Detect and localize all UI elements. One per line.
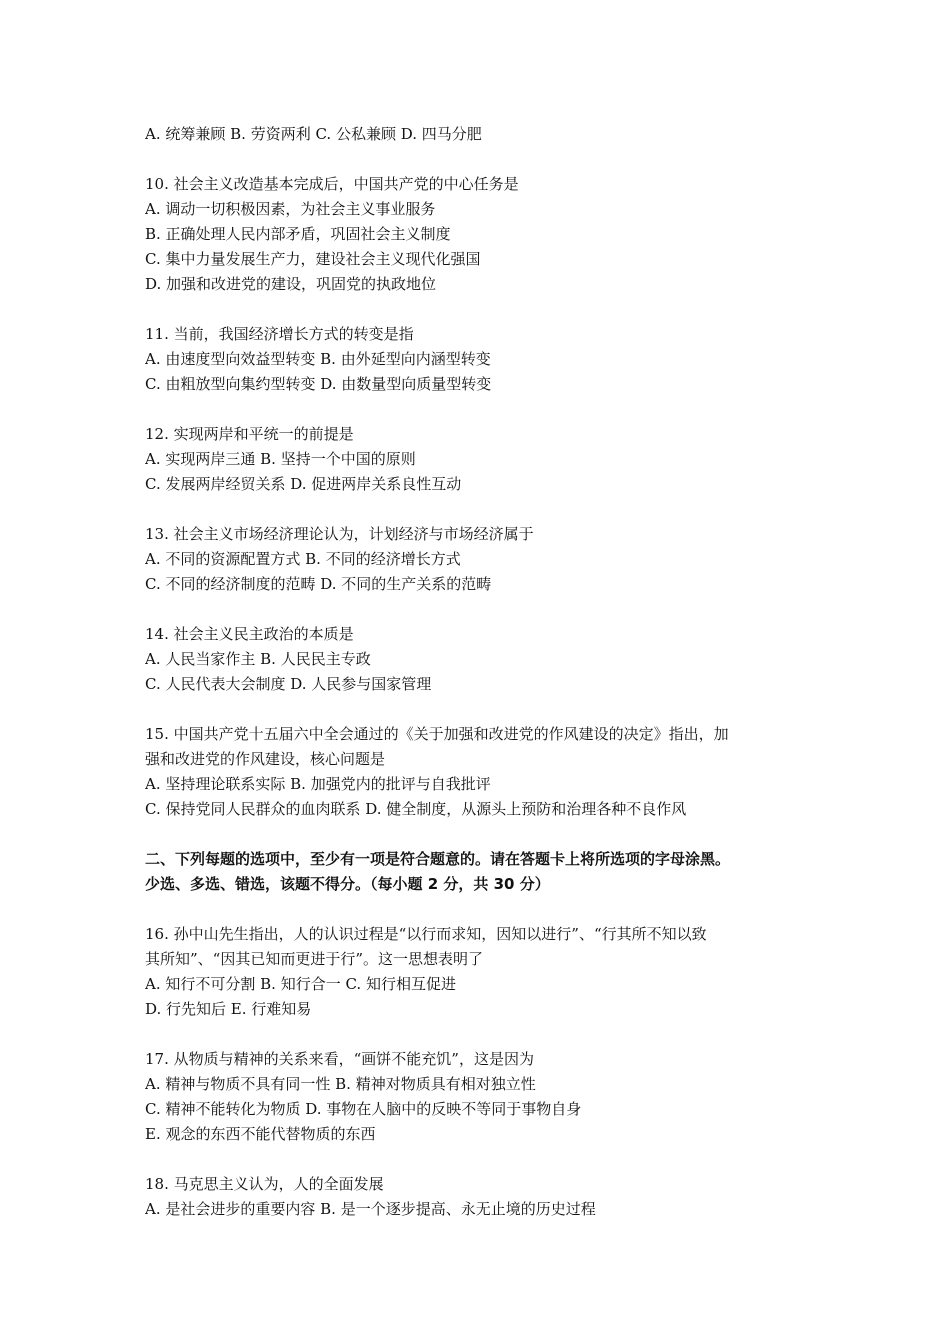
spacer: [145, 1022, 815, 1047]
question-options: A. 由速度型向效益型转变 B. 由外延型向内涵型转变: [145, 350, 491, 368]
question-options: C. 不同的经济制度的范畴 D. 不同的生产关系的范畴: [145, 575, 492, 593]
question-stem: 其所知”、“因其已知而更进于行”。这一思想表明了: [145, 950, 484, 968]
question-options: D. 加强和改进党的建设，巩固党的执政地位: [145, 275, 437, 293]
section-two-line: 少选、多选、错选，该题不得分。（每小题 2 分，共 30 分）: [145, 875, 550, 893]
question-stem: 15. 中国共产党十五届六中全会通过的《关于加强和改进党的作风建设的决定》指出，加: [145, 725, 729, 743]
section-two-instruction: [145, 847, 815, 897]
question-stem: 强和改进党的作风建设，核心问题是: [145, 750, 386, 768]
question-block: [145, 1172, 815, 1222]
question-options: D. 行先知后 E. 行难知易: [145, 1000, 312, 1018]
exam-page: [145, 122, 815, 1222]
question-block: [145, 172, 815, 322]
spacer: [145, 822, 815, 847]
question-block: [145, 522, 815, 622]
question-options: C. 集中力量发展生产力，建设社会主义现代化强国: [145, 250, 481, 268]
question-options: A. 知行不可分割 B. 知行合一 C. 知行相互促进: [145, 975, 456, 993]
spacer: [145, 497, 815, 522]
question-stem: 13. 社会主义市场经济理论认为，计划经济与市场经济属于: [145, 525, 534, 543]
question-options: A. 调动一切积极因素，为社会主义事业服务: [145, 200, 436, 218]
question-stem: 17. 从物质与精神的关系来看，“画饼不能充饥”，这是因为: [145, 1050, 534, 1068]
spacer: [145, 697, 815, 722]
question-stem: 16. 孙中山先生指出，人的认识过程是“以行而求知，因知以进行”、“行其所不知以致: [145, 925, 707, 943]
spacer: [145, 397, 815, 422]
spacer: [145, 1147, 815, 1172]
question-stem: 18. 马克思主义认为，人的全面发展: [145, 1175, 384, 1193]
question-options: C. 人民代表大会制度 D. 人民参与国家管理: [145, 675, 432, 693]
question-options: C. 保持党同人民群众的血肉联系 D. 健全制度，从源头上预防和治理各种不良作风: [145, 800, 687, 818]
question-block: [145, 722, 815, 847]
question-block: [145, 922, 815, 1047]
question-options: A. 不同的资源配置方式 B. 不同的经济增长方式: [145, 550, 461, 568]
question-block: [145, 1047, 815, 1172]
spacer: [145, 147, 815, 172]
question-options: A. 精神与物质不具有同一性 B. 精神对物质具有相对独立性: [145, 1075, 536, 1093]
question-options: A. 是社会进步的重要内容 B. 是一个逐步提高、永无止境的历史过程: [145, 1200, 596, 1218]
question-block: [145, 622, 815, 722]
section-two-line: 二、下列每题的选项中，至少有一项是符合题意的。请在答题卡上将所选项的字母涂黑。: [145, 850, 731, 868]
question-stem: 10. 社会主义改造基本完成后，中国共产党的中心任务是: [145, 175, 519, 193]
multiple-choice-questions: [145, 922, 815, 1222]
question-block: [145, 422, 815, 522]
spacer: [145, 897, 815, 922]
question-block: [145, 322, 815, 422]
single-choice-questions: [145, 172, 815, 847]
question-options: B. 正确处理人民内部矛盾，巩固社会主义制度: [145, 225, 451, 243]
question-options: C. 发展两岸经贸关系 D. 促进两岸关系良性互动: [145, 475, 462, 493]
spacer: [145, 297, 815, 322]
spacer: [145, 597, 815, 622]
question-options: E. 观念的东西不能代替物质的东西: [145, 1125, 376, 1143]
question-options: C. 精神不能转化为物质 D. 事物在人脑中的反映不等同于事物自身: [145, 1100, 582, 1118]
question-stem: 14. 社会主义民主政治的本质是: [145, 625, 354, 643]
question-options: A. 人民当家作主 B. 人民民主专政: [145, 650, 371, 668]
question-options: C. 由粗放型向集约型转变 D. 由数量型向质量型转变: [145, 375, 492, 393]
question-stem: 12. 实现两岸和平统一的前提是: [145, 425, 354, 443]
question-options: A. 实现两岸三通 B. 坚持一个中国的原则: [145, 450, 416, 468]
question-options: A. 坚持理论联系实际 B. 加强党内的批评与自我批评: [145, 775, 491, 793]
lead-options: A. 统筹兼顾 B. 劳资两利 C. 公私兼顾 D. 四马分肥: [145, 125, 482, 143]
question-stem: 11. 当前，我国经济增长方式的转变是指: [145, 325, 414, 343]
